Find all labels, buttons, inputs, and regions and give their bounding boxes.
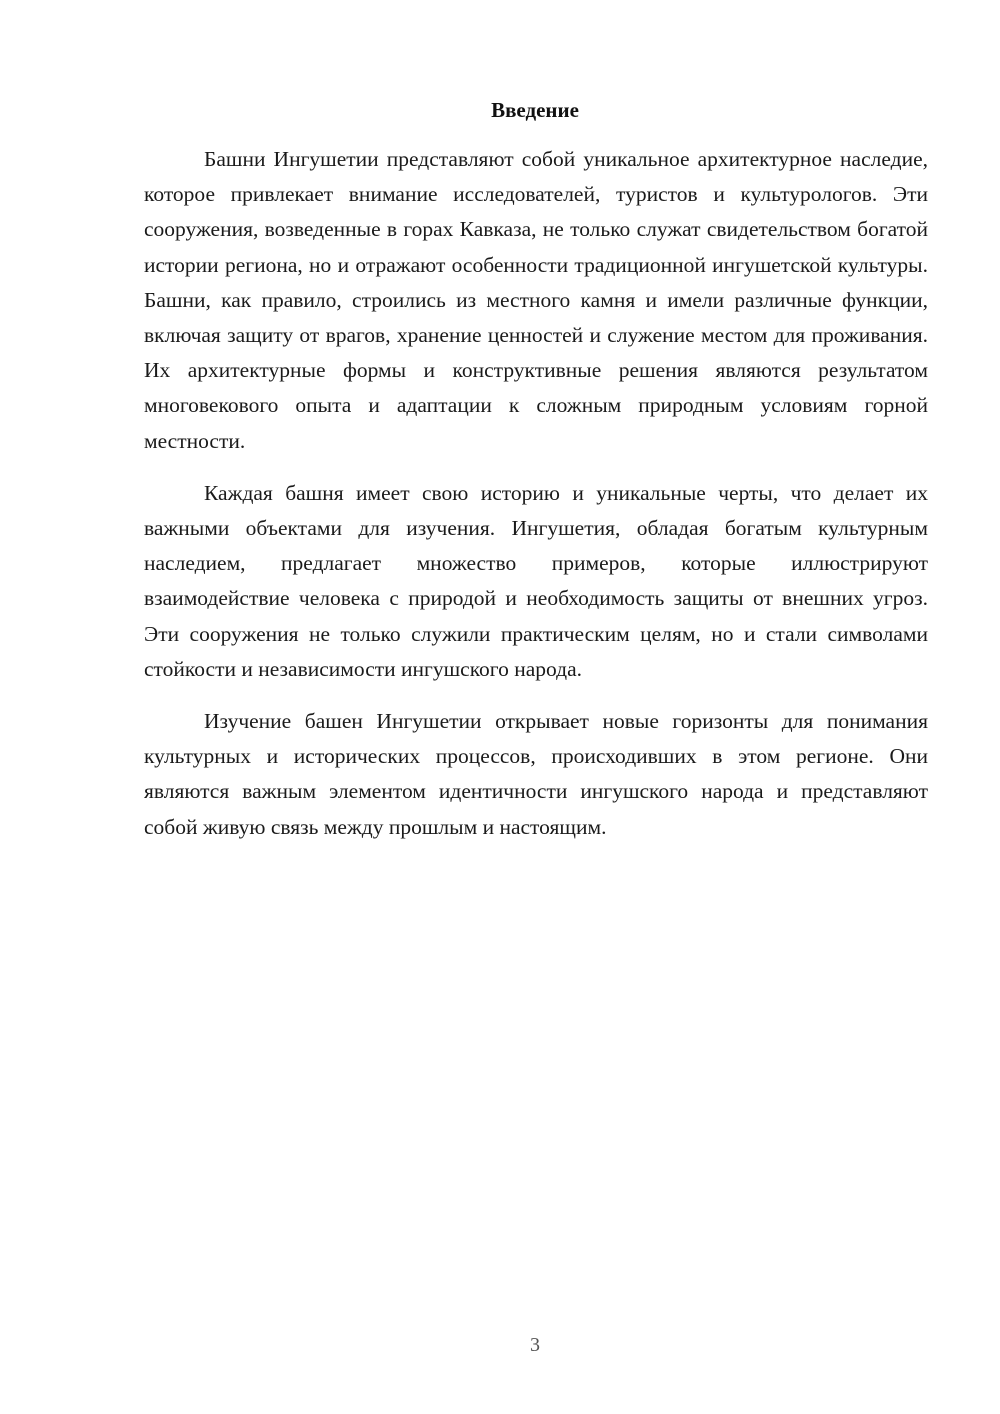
body-text — [144, 142, 928, 862]
paragraph-3: Изучение башен Ингушетии открывает новые горизонты для понимания культурных и исторических процессов, происходивших в этом регионе. Они являются важным элементом идентичности ингушского народа и представляют собой живую связь между прошлым и настоящим. — [144, 709, 928, 839]
page-number: 3 — [530, 1334, 540, 1356]
section-heading: Введение — [491, 98, 579, 122]
paragraph-1: Башни Ингушетии представляют собой уникальное архитектурное наследие, которое привлекает внимание исследователей, туристов и культурологов. Эти сооружения, возведенные в горах Кавказа, не только служат свидетельством богатой истории региона, но и отражают особенности традиционной ингушетской культуры. Башни, как правило, строились из местного камня и имели различные функции, включая защиту от врагов, хранение ценностей и служение местом для проживания. Их архитектурные формы и конструктивные решения являются результатом многовекового опыта и адаптации к сложным природным условиям горной местности. — [144, 147, 928, 453]
paragraph-2: Каждая башня имеет свою историю и уникальные черты, что делает их важными объектами для изучения. Ингушетия, обладая богатым культурным наследием, предлагает множество примеров, которые иллюстрируют взаимодействие человека с природой и необходимость защиты от внешних угроз. Эти сооружения не только служили практическим целям, но и стали символами стойкости и независимости ингушского народа. — [144, 480, 928, 681]
